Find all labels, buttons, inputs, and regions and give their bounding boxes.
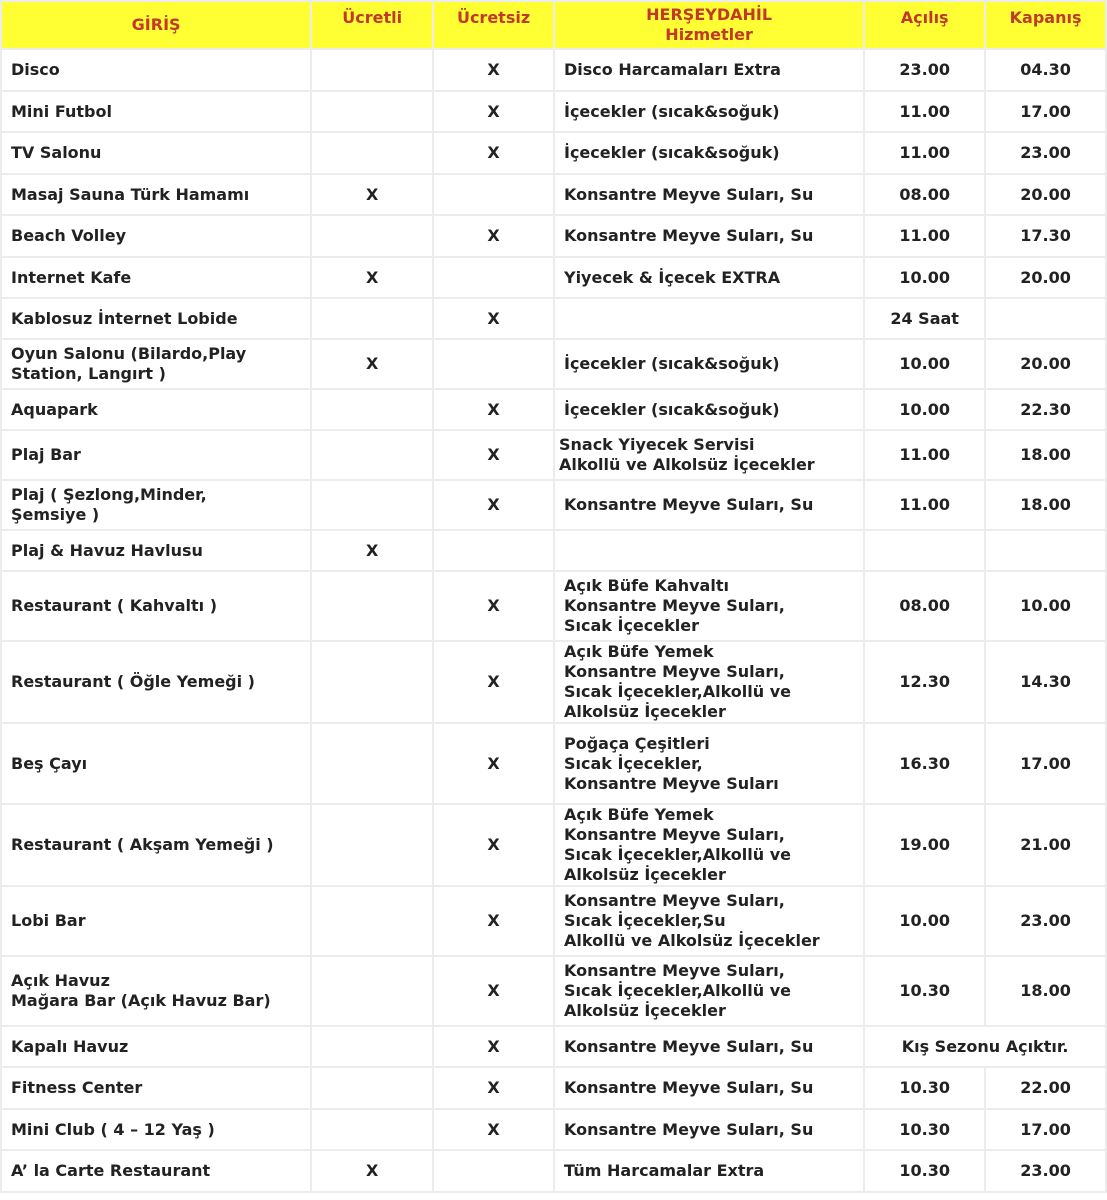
closing-time: 17.30 xyxy=(985,215,1106,257)
facility-name xyxy=(1,530,311,571)
paid-mark xyxy=(311,430,433,480)
paid-mark xyxy=(311,571,433,641)
facility-name xyxy=(1,641,311,723)
service-line: İçecekler (sıcak&soğuk) xyxy=(563,354,780,373)
service-line: Konsantre Meyve Suları, xyxy=(563,662,785,681)
table-row xyxy=(1,1109,1106,1150)
closing-time: 23.00 xyxy=(985,132,1106,174)
facility-name-line: Aquapark xyxy=(11,399,98,419)
table-row xyxy=(1,641,1106,723)
facility-name-line: Plaj ( Şezlong,Minder, xyxy=(11,485,207,504)
paid-mark xyxy=(311,132,433,174)
services-cell xyxy=(554,641,864,723)
service-line: Açık Büfe Yemek xyxy=(563,805,714,824)
free-mark: X xyxy=(433,956,554,1026)
paid-mark xyxy=(311,480,433,530)
closing-time: 17.00 xyxy=(985,91,1106,132)
paid-mark xyxy=(311,389,433,430)
closing-time: 21.00 xyxy=(985,804,1106,886)
opening-time: 08.00 xyxy=(864,174,985,215)
free-mark: X xyxy=(433,571,554,641)
service-line: Konsantre Meyve Suları, Su xyxy=(563,226,814,245)
facility-name-line: Restaurant ( Akşam Yemeği ) xyxy=(11,835,274,854)
closing-time: 14.30 xyxy=(985,641,1106,723)
facility-name-line: Açık Havuz xyxy=(11,971,110,990)
services-cell xyxy=(554,389,864,430)
closing-time: 22.30 xyxy=(985,389,1106,430)
facility-name xyxy=(1,571,311,641)
header-services xyxy=(554,1,864,49)
free-mark: X xyxy=(433,723,554,804)
facility-name-line: Masaj Sauna Türk Hamamı xyxy=(11,184,250,204)
service-line: Konsantre Meyve Suları, xyxy=(563,825,785,844)
facility-name xyxy=(1,723,311,804)
service-line: Konsantre Meyve Suları, Su xyxy=(563,1119,814,1139)
facility-name-line: Kapalı Havuz xyxy=(11,1036,129,1056)
facility-name-line: TV Salonu xyxy=(11,143,102,162)
closing-time: 18.00 xyxy=(985,430,1106,480)
paid-mark xyxy=(311,298,433,339)
paid-mark xyxy=(311,215,433,257)
free-mark xyxy=(433,339,554,389)
table-row xyxy=(1,1150,1106,1192)
services-cell xyxy=(554,298,864,339)
header-free: Ücretsiz xyxy=(433,1,554,49)
paid-mark xyxy=(311,723,433,804)
table-row xyxy=(1,530,1106,571)
free-mark xyxy=(433,530,554,571)
facility-name xyxy=(1,1026,311,1067)
service-line: Açık Büfe Kahvaltı xyxy=(563,576,729,595)
closing-time: 20.00 xyxy=(985,339,1106,389)
free-mark xyxy=(433,174,554,215)
service-line: Konsantre Meyve Suları, Su xyxy=(563,1078,814,1097)
paid-mark xyxy=(311,886,433,956)
service-line: Konsantre Meyve Suları xyxy=(563,773,779,793)
opening-time: 10.00 xyxy=(864,389,985,430)
opening-time: 10.00 xyxy=(864,257,985,298)
facility-name-line: Internet Kafe xyxy=(11,267,132,287)
free-mark: X xyxy=(433,430,554,480)
header-entry: GİRİŞ xyxy=(1,1,311,49)
facility-name xyxy=(1,132,311,174)
facility-name-line: Beach Volley xyxy=(11,226,127,245)
service-line: İçecekler (sıcak&soğuk) xyxy=(563,101,780,121)
header-services-line1: HERŞEYDAHİL xyxy=(646,5,773,24)
service-line: Konsantre Meyve Suları, xyxy=(563,961,785,980)
paid-mark: X xyxy=(311,339,433,389)
service-line: Yiyecek & İçecek EXTRA xyxy=(563,267,781,287)
facility-name-line: Şemsiye ) xyxy=(11,505,100,524)
facility-name xyxy=(1,389,311,430)
free-mark xyxy=(433,257,554,298)
opening-time: 11.00 xyxy=(864,430,985,480)
facility-name-line: Plaj Bar xyxy=(11,445,81,464)
closing-time: 20.00 xyxy=(985,174,1106,215)
table-row xyxy=(1,49,1106,91)
services-cell xyxy=(554,804,864,886)
opening-time: 10.30 xyxy=(864,1109,985,1150)
facility-name-line: Plaj & Havuz Havlusu xyxy=(11,540,203,560)
paid-mark xyxy=(311,1109,433,1150)
table-row xyxy=(1,389,1106,430)
facility-name xyxy=(1,298,311,339)
closing-time: 10.00 xyxy=(985,571,1106,641)
free-mark: X xyxy=(433,389,554,430)
facility-name xyxy=(1,956,311,1026)
services-cell xyxy=(554,480,864,530)
header-row xyxy=(1,1,1106,49)
paid-mark xyxy=(311,1067,433,1109)
table-row xyxy=(1,174,1106,215)
service-line: Konsantre Meyve Suları, Su xyxy=(563,184,814,204)
services-cell xyxy=(554,1067,864,1109)
paid-mark: X xyxy=(311,530,433,571)
services-cell xyxy=(554,1109,864,1150)
free-mark: X xyxy=(433,641,554,723)
service-line: Sıcak İçecekler,Alkollü ve xyxy=(563,682,791,701)
facility-name xyxy=(1,480,311,530)
table-row xyxy=(1,1067,1106,1109)
free-mark: X xyxy=(433,886,554,956)
service-line: Sıcak İçecekler,Alkollü ve xyxy=(563,981,791,1000)
table-row xyxy=(1,215,1106,257)
services-cell xyxy=(554,956,864,1026)
service-line: Tüm Harcamalar Extra xyxy=(563,1161,765,1180)
services-cell xyxy=(554,91,864,132)
facility-name xyxy=(1,215,311,257)
facility-name xyxy=(1,49,311,91)
free-mark: X xyxy=(433,132,554,174)
opening-time: 19.00 xyxy=(864,804,985,886)
closing-time: 23.00 xyxy=(985,1150,1106,1192)
opening-time: 10.30 xyxy=(864,1067,985,1109)
service-line: Alkollü ve Alkolsüz İçecekler xyxy=(558,455,815,474)
service-line: Konsantre Meyve Suları, xyxy=(563,596,785,615)
paid-mark xyxy=(311,641,433,723)
service-line: Snack Yiyecek Servisi xyxy=(558,435,755,454)
services-cell xyxy=(554,430,864,480)
header-services-line2: Hizmetler xyxy=(665,25,753,44)
table-body xyxy=(1,49,1106,1192)
facility-name-line: Fitness Center xyxy=(11,1078,143,1097)
facility-name-line: A’ la Carte Restaurant xyxy=(11,1161,211,1180)
table-row xyxy=(1,956,1106,1026)
facility-name xyxy=(1,339,311,389)
service-line: Poğaça Çeşitleri xyxy=(563,733,710,753)
closing-time xyxy=(985,298,1106,339)
opening-time: 11.00 xyxy=(864,132,985,174)
service-line: Sıcak İçecekler, xyxy=(563,753,703,773)
free-mark: X xyxy=(433,804,554,886)
facility-name xyxy=(1,886,311,956)
service-line: Alkolsüz İçecekler xyxy=(563,1001,726,1020)
facility-name xyxy=(1,174,311,215)
free-mark: X xyxy=(433,215,554,257)
opening-time: 12.30 xyxy=(864,641,985,723)
service-line: Sıcak İçecekler,Alkollü ve xyxy=(563,845,791,864)
service-line: Alkolsüz İçecekler xyxy=(563,702,726,721)
closing-time: 23.00 xyxy=(985,886,1106,956)
header-paid: Ücretli xyxy=(311,1,433,49)
facility-name-line: Oyun Salonu (Bilardo,Play xyxy=(11,344,247,363)
closing-time: 04.30 xyxy=(985,49,1106,91)
opening-time: 08.00 xyxy=(864,571,985,641)
free-mark xyxy=(433,1150,554,1192)
closing-time: 18.00 xyxy=(985,956,1106,1026)
facility-name-line: Mini Futbol xyxy=(11,101,112,121)
table-row xyxy=(1,339,1106,389)
opening-time: 11.00 xyxy=(864,480,985,530)
paid-mark xyxy=(311,1026,433,1067)
opening-time: 23.00 xyxy=(864,49,985,91)
paid-mark: X xyxy=(311,257,433,298)
facility-name-line: Mağara Bar (Açık Havuz Bar) xyxy=(11,991,271,1010)
header-open: Açılış xyxy=(864,1,985,49)
hours-note: Kış Sezonu Açıktır. xyxy=(864,1026,1106,1067)
paid-mark xyxy=(311,956,433,1026)
facility-name-line: Restaurant ( Kahvaltı ) xyxy=(11,596,218,615)
facility-name xyxy=(1,1150,311,1192)
opening-time: 10.30 xyxy=(864,956,985,1026)
table-row xyxy=(1,298,1106,339)
paid-mark xyxy=(311,49,433,91)
table-row xyxy=(1,132,1106,174)
services-cell xyxy=(554,257,864,298)
table-row xyxy=(1,257,1106,298)
table-row xyxy=(1,480,1106,530)
services-cell xyxy=(554,530,864,571)
facility-name-line: Mini Club ( 4 – 12 Yaş ) xyxy=(11,1119,215,1139)
service-line: Sıcak İçecekler,Su xyxy=(563,911,726,930)
paid-mark: X xyxy=(311,174,433,215)
facility-name-line: Kablosuz İnternet Lobide xyxy=(11,308,238,328)
service-line: İçecekler (sıcak&soğuk) xyxy=(563,143,780,162)
service-line: Alkollü ve Alkolsüz İçecekler xyxy=(563,931,820,950)
services-cell xyxy=(554,339,864,389)
paid-mark: X xyxy=(311,1150,433,1192)
service-line: Konsantre Meyve Suları, Su xyxy=(563,1036,814,1056)
closing-time: 20.00 xyxy=(985,257,1106,298)
table-row xyxy=(1,886,1106,956)
opening-time: 11.00 xyxy=(864,215,985,257)
service-line: Sıcak İçecekler xyxy=(563,616,699,635)
closing-time: 18.00 xyxy=(985,480,1106,530)
closing-time xyxy=(985,530,1106,571)
service-line: Açık Büfe Yemek xyxy=(563,642,714,661)
table-row xyxy=(1,723,1106,804)
services-cell xyxy=(554,174,864,215)
table-row xyxy=(1,571,1106,641)
free-mark: X xyxy=(433,1109,554,1150)
services-cell xyxy=(554,49,864,91)
opening-time: 16.30 xyxy=(864,723,985,804)
service-line: Alkolsüz İçecekler xyxy=(563,865,726,884)
service-line: Konsantre Meyve Suları, xyxy=(563,891,785,910)
services-cell xyxy=(554,723,864,804)
service-line: Disco Harcamaları Extra xyxy=(563,60,781,79)
facility-name-line: Station, Langırt ) xyxy=(11,364,166,383)
header-close: Kapanış xyxy=(985,1,1106,49)
facility-name xyxy=(1,91,311,132)
table-row xyxy=(1,804,1106,886)
free-mark: X xyxy=(433,49,554,91)
facility-name-line: Beş Çayı xyxy=(11,753,88,773)
services-cell xyxy=(554,1026,864,1067)
facility-name xyxy=(1,257,311,298)
facility-name xyxy=(1,430,311,480)
facility-name xyxy=(1,804,311,886)
free-mark: X xyxy=(433,1067,554,1109)
closing-time: 17.00 xyxy=(985,723,1106,804)
service-line: İçecekler (sıcak&soğuk) xyxy=(563,399,780,419)
services-cell xyxy=(554,215,864,257)
free-mark: X xyxy=(433,1026,554,1067)
paid-mark xyxy=(311,804,433,886)
closing-time: 22.00 xyxy=(985,1067,1106,1109)
opening-time: 10.30 xyxy=(864,1150,985,1192)
facility-name-line: Disco xyxy=(11,60,60,79)
service-line: Konsantre Meyve Suları, Su xyxy=(563,495,814,514)
services-cell xyxy=(554,571,864,641)
facility-name-line: Lobi Bar xyxy=(11,911,86,930)
opening-time: 10.00 xyxy=(864,339,985,389)
free-mark: X xyxy=(433,91,554,132)
facility-name-line: Restaurant ( Öğle Yemeği ) xyxy=(11,672,255,691)
table-row xyxy=(1,1026,1106,1067)
paid-mark xyxy=(311,91,433,132)
opening-time: 24 Saat xyxy=(864,298,985,339)
table-row xyxy=(1,430,1106,480)
services-cell xyxy=(554,1150,864,1192)
opening-time: 10.00 xyxy=(864,886,985,956)
free-mark: X xyxy=(433,480,554,530)
table-row xyxy=(1,91,1106,132)
opening-time xyxy=(864,530,985,571)
free-mark: X xyxy=(433,298,554,339)
opening-time: 11.00 xyxy=(864,91,985,132)
services-cell xyxy=(554,132,864,174)
facility-name xyxy=(1,1067,311,1109)
facility-name xyxy=(1,1109,311,1150)
services-cell xyxy=(554,886,864,956)
closing-time: 17.00 xyxy=(985,1109,1106,1150)
